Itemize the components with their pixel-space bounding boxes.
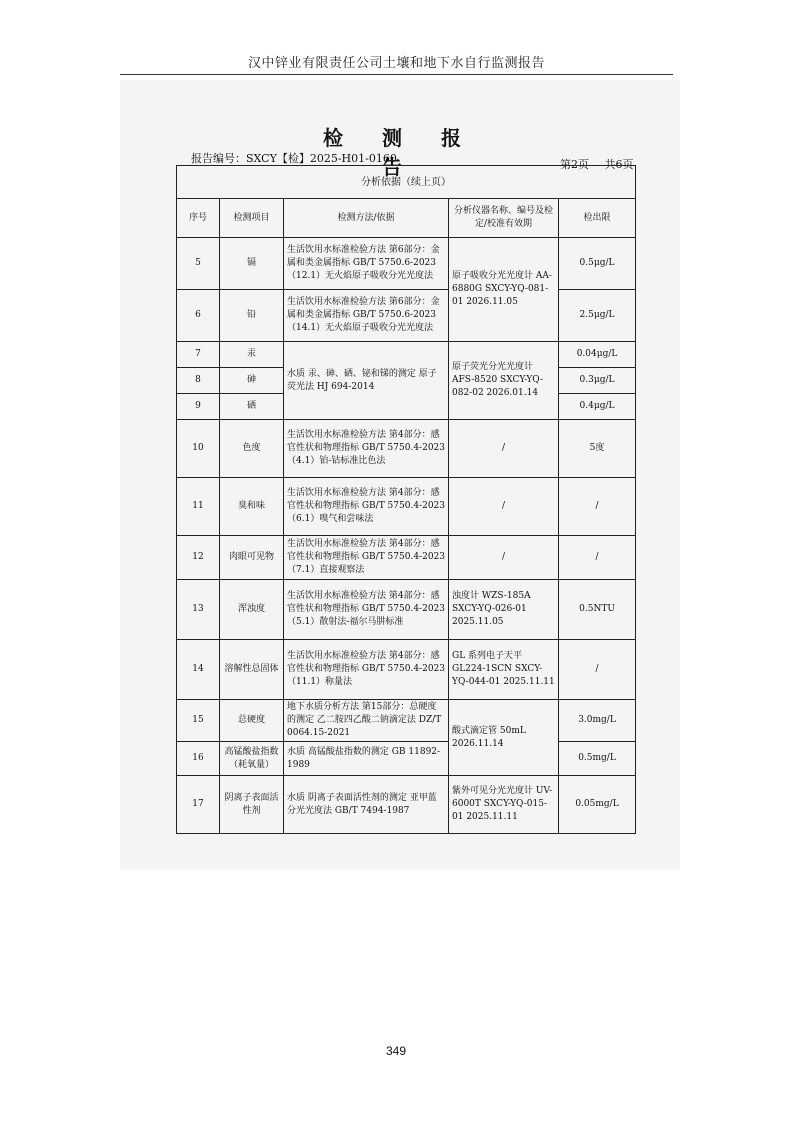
row-instrument: GL 系列电子天平 GL224-1SCN SXCY-YQ-044-01 2025.11.11: [449, 640, 559, 700]
row-method: 地下水质分析方法 第15部分：总硬度的测定 乙二胺四乙酸二钠滴定法 DZ/T 0064.15-2021: [284, 700, 449, 742]
row-seq: 10: [177, 420, 220, 478]
col-seq: 序号: [177, 199, 220, 238]
row-item: 砷: [220, 368, 284, 394]
page-header: 汉中锌业有限责任公司土壤和地下水自行监测报告: [247, 56, 545, 71]
row-item: 阴离子表面活性剂: [220, 776, 284, 834]
row-item: 铅: [220, 290, 284, 342]
row-seq: 13: [177, 580, 220, 640]
row-limit: 5度: [559, 420, 636, 478]
row-limit: 0.5μg/L: [559, 238, 636, 290]
table-row: [177, 478, 636, 536]
row-item: 溶解性总固体: [220, 640, 284, 700]
row-item: 肉眼可见物: [220, 536, 284, 580]
row-item: 总硬度: [220, 700, 284, 742]
row-limit: 0.5mg/L: [559, 742, 636, 776]
row-seq: 9: [177, 394, 220, 420]
row-method: 生活饮用水标准检验方法 第4部分：感官性状和物理指标 GB/T 5750.4-2023（4.1）铂-钴标准比色法: [284, 420, 449, 478]
row-limit: /: [559, 536, 636, 580]
analysis-basis-table: [176, 165, 636, 834]
row-limit: 3.0mg/L: [559, 700, 636, 742]
row-item: 镉: [220, 238, 284, 290]
table-row: [177, 776, 636, 834]
page-number: 349: [385, 1044, 407, 1058]
row-method: 水质 汞、砷、硒、铋和锑的测定 原子荧光法 HJ 694-2014: [284, 342, 449, 420]
row-item: 硒: [220, 394, 284, 420]
row-item: 色度: [220, 420, 284, 478]
doc-title: 检 测 报 告: [323, 126, 477, 179]
row-limit: /: [559, 640, 636, 700]
row-limit: 0.4μg/L: [559, 394, 636, 420]
page-label: 第2页: [560, 158, 589, 171]
table-row: [177, 700, 636, 742]
row-seq: 11: [177, 478, 220, 536]
row-seq: 16: [177, 742, 220, 776]
row-method: 生活饮用水标准检验方法 第6部分：金属和类金属指标 GB/T 5750.6-2023（14.1）无火焰原子吸收分光光度法: [284, 290, 449, 342]
row-limit: /: [559, 478, 636, 536]
col-instrument: 分析仪器名称、编号及检定/校准有效期: [449, 199, 559, 238]
table-header-row: [177, 199, 636, 238]
row-instrument: 浊度计 WZS-185A SXCY-YQ-026-01 2025.11.05: [449, 580, 559, 640]
row-instrument: /: [449, 536, 559, 580]
table-row: [177, 742, 636, 776]
col-method: 检测方法/依据: [284, 199, 449, 238]
row-seq: 5: [177, 238, 220, 290]
row-item: 汞: [220, 342, 284, 368]
row-seq: 8: [177, 368, 220, 394]
section-title: 分析依据（续上页）: [177, 166, 636, 199]
row-limit: 0.05mg/L: [559, 776, 636, 834]
row-instrument: 紫外可见分光光度计 UV-6000T SXCY-YQ-015-01 2025.11.11: [449, 776, 559, 834]
row-method: 水质 阴离子表面活性剂的测定 亚甲蓝分光光度法 GB/T 7494-1987: [284, 776, 449, 834]
row-seq: 17: [177, 776, 220, 834]
row-seq: 14: [177, 640, 220, 700]
row-instrument: 原子吸收分光光度计 AA-6880G SXCY-YQ-081-01 2026.11.05: [449, 238, 559, 342]
table-row: [177, 238, 636, 290]
row-method: 水质 高锰酸盐指数的测定 GB 11892-1989: [284, 742, 449, 776]
row-limit: 0.5NTU: [559, 580, 636, 640]
section-title-row: [177, 166, 636, 199]
row-seq: 7: [177, 342, 220, 368]
header-rule: [120, 74, 673, 75]
table-row: [177, 580, 636, 640]
row-instrument: /: [449, 420, 559, 478]
col-limit: 检出限: [559, 199, 636, 238]
row-limit: 0.04μg/L: [559, 342, 636, 368]
row-item: 浑浊度: [220, 580, 284, 640]
row-method: 生活饮用水标准检验方法 第4部分：感官性状和物理指标 GB/T 5750.4-2023（5.1）散射法-福尔马肼标准: [284, 580, 449, 640]
total-pages-label: 共6页: [604, 158, 634, 171]
table-row: [177, 420, 636, 478]
row-item: 高锰酸盐指数（耗氧量）: [220, 742, 284, 776]
row-instrument: /: [449, 478, 559, 536]
row-limit: 0.3μg/L: [559, 368, 636, 394]
row-method: 生活饮用水标准检验方法 第6部分：金属和类金属指标 GB/T 5750.6-2023（12.1）无火焰原子吸收分光光度法: [284, 238, 449, 290]
col-item: 检测项目: [220, 199, 284, 238]
row-seq: 15: [177, 700, 220, 742]
table-row: [177, 640, 636, 700]
table-row: [177, 290, 636, 342]
row-seq: 12: [177, 536, 220, 580]
report-number: 报告编号：SXCY【检】2025-H01-0160: [191, 152, 397, 165]
row-seq: 6: [177, 290, 220, 342]
table-row: [177, 342, 636, 368]
row-instrument: 原子荧光分光光度计 AFS-8520 SXCY-YQ-082-02 2026.01.14: [449, 342, 559, 420]
row-limit: 2.5μg/L: [559, 290, 636, 342]
row-instrument: 酸式滴定管 50mL 2026.11.14: [449, 700, 559, 776]
row-method: 生活饮用水标准检验方法 第4部分：感官性状和物理指标 GB/T 5750.4-2023（7.1）直接观察法: [284, 536, 449, 580]
row-method: 生活饮用水标准检验方法 第4部分：感官性状和物理指标 GB/T 5750.4-2023（11.1）称量法: [284, 640, 449, 700]
table-row: [177, 536, 636, 580]
row-item: 臭和味: [220, 478, 284, 536]
row-method: 生活饮用水标准检验方法 第4部分：感官性状和物理指标 GB/T 5750.4-2023（6.1）嗅气和尝味法: [284, 478, 449, 536]
